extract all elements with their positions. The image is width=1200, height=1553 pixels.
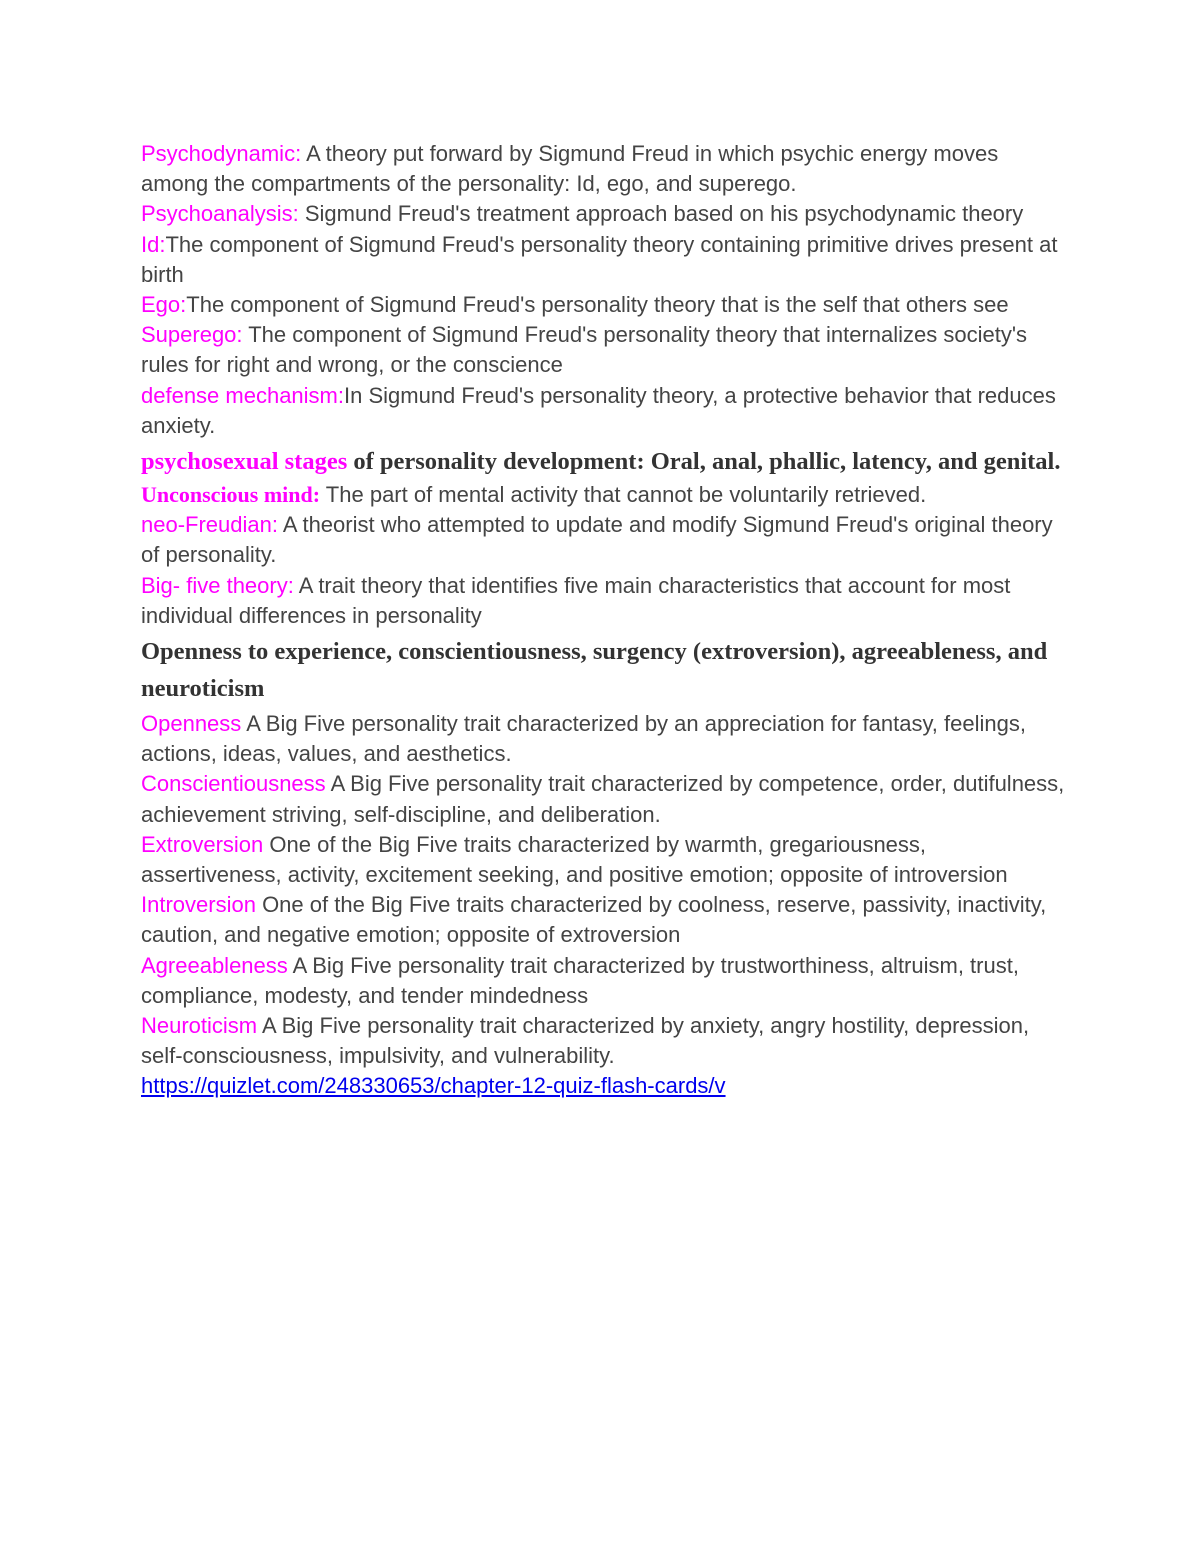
term-definition: The component of Sigmund Freud's personality theory that is the self that others see [186, 292, 1009, 318]
term-definition: A trait theory that identifies five main characteristics that account for most individual differences in personality [141, 572, 1011, 628]
term-label: Extroversion [141, 831, 264, 857]
entry-id [141, 230, 1071, 290]
term-label: Superego: [141, 322, 243, 348]
trait-introversion [141, 890, 1071, 950]
term-label: neo-Freudian: [141, 512, 278, 538]
entry-big-five-theory [141, 571, 1071, 631]
quizlet-link[interactable]: https://quizlet.com/248330653/chapter-12-quiz-flash-cards/v [141, 1073, 726, 1099]
term-label: Introversion [141, 892, 256, 918]
term-definition: In Sigmund Freud's personality theory, a protective behavior that reduces anxiety. [141, 382, 1056, 438]
entry-psychodynamic [141, 139, 1071, 199]
term-definition: A theorist who attempted to update and modify Sigmund Freud's original theory of personality. [141, 512, 1053, 568]
trait-neuroticism [141, 1011, 1071, 1071]
entry-unconscious-mind [141, 480, 1071, 510]
entry-psychoanalysis [141, 199, 1071, 229]
term-label: Psychodynamic: [141, 141, 302, 166]
term-definition: The component of Sigmund Freud's personality theory containing primitive drives present at birth [141, 231, 1058, 287]
term-label: Agreeableness [141, 952, 288, 978]
term-label: Id: [141, 231, 166, 257]
term-label: Neuroticism [141, 1013, 258, 1039]
term-label: Conscientiousness [141, 771, 326, 797]
term-definition: One of the Big Five traits characterized by warmth, gregariousness, assertiveness, activity, excitement seeking, and positive emotion; opposite of introversion [141, 831, 1008, 888]
term-label: psychosexual stages [141, 448, 348, 476]
term-definition: A Big Five personality trait characterized by trustworthiness, altruism, trust, compliance, modesty, and tender mindedness [141, 952, 1019, 1008]
entry-superego [141, 320, 1071, 380]
term-definition: The component of Sigmund Freud's personality theory that internalizes society's rules for right and wrong, or the conscience [141, 322, 1028, 378]
entry-defense-mechanism [141, 381, 1071, 441]
trait-conscientiousness [141, 769, 1071, 829]
term-definition: One of the Big Five traits characterized by coolness, reserve, passivity, inactivity, caution, and negative emotion; opposite of extroversion [141, 892, 1047, 948]
big-five-heading: Openness to experience, conscientiousness, surgency (extroversion), agreeableness, and neuroticism [141, 638, 1048, 703]
term-definition: A Big Five personality trait characterized by an appreciation for fantasy, feelings, actions, ideas, values, and aesthetics. [141, 711, 1026, 767]
term-label: Psychoanalysis: [141, 201, 299, 227]
term-label: Unconscious mind: [141, 482, 321, 508]
term-definition: A Big Five personality trait characterized by competence, order, dutifulness, achievement striving, self-discipline, and deliberation. [141, 771, 1065, 827]
term-label: Ego: [141, 292, 187, 318]
term-label: Big- five theory: [141, 572, 294, 598]
psychosexual-stages [141, 445, 1071, 478]
trait-openness [141, 709, 1071, 769]
term-definition: A theory put forward by Sigmund Freud in which psychic energy moves among the compartments of the personality: Id, ego, and superego. [141, 141, 999, 197]
psychosexual-text: of personality development: Oral, anal, phallic, latency, and genital. [347, 448, 1061, 476]
term-definition: A Big Five personality trait characterized by anxiety, angry hostility, depression, self-consciousness, impulsivity, and vulnerability. [141, 1013, 1030, 1069]
link-paragraph [141, 1071, 1071, 1101]
term-definition: Sigmund Freud's treatment approach based on his psychodynamic theory [298, 201, 1024, 227]
entry-ego [141, 290, 1071, 320]
entry-neo-freudian [141, 510, 1071, 570]
term-label: defense mechanism: [141, 382, 344, 408]
trait-extroversion [141, 830, 1071, 890]
term-label: Openness [141, 711, 242, 737]
document-page [141, 139, 1071, 1102]
term-definition: The part of mental activity that cannot be voluntarily retrieved. [320, 482, 927, 508]
trait-agreeableness [141, 951, 1071, 1011]
